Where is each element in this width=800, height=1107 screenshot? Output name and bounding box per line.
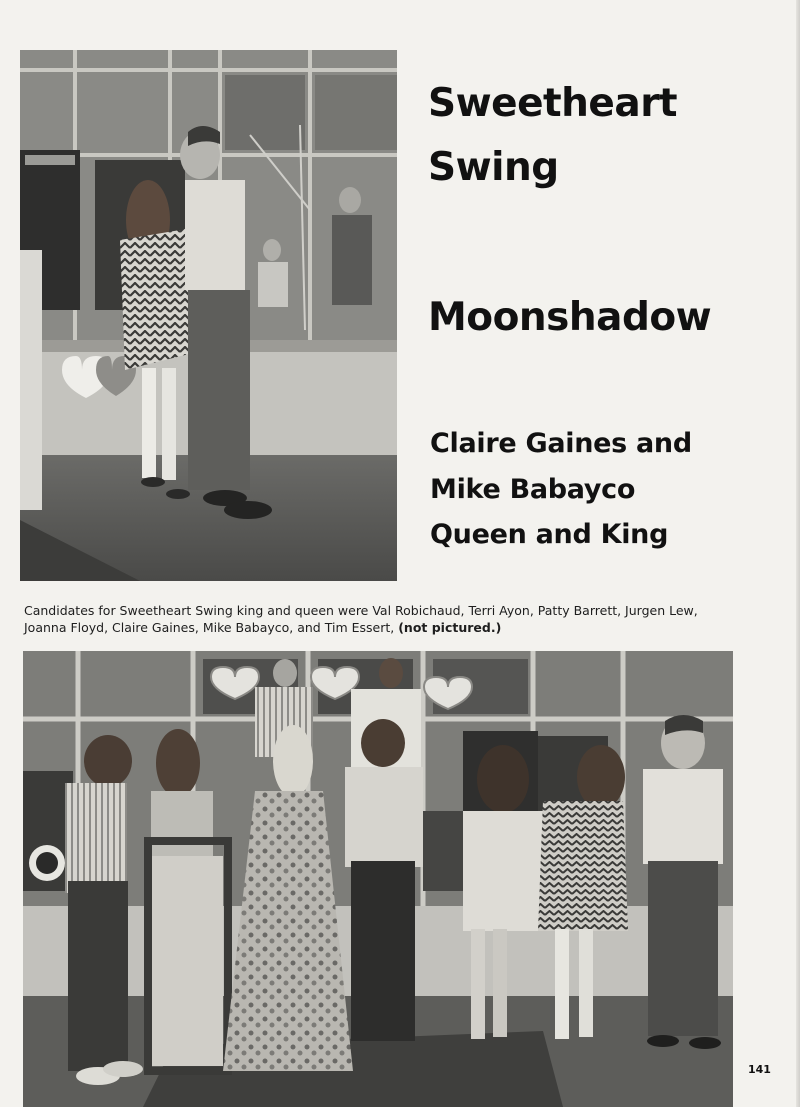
dancing-couple-photo — [20, 50, 397, 581]
photo-caption — [24, 602, 744, 636]
page-edge — [796, 0, 800, 1107]
caption-emphasis: (not pictured.) — [398, 620, 502, 635]
event-title-line-2: Swing — [428, 145, 559, 190]
royalty-line-3: Queen and King — [430, 519, 669, 550]
royalty-line-2: Mike Babayco — [430, 474, 636, 505]
candidates-photo-art — [23, 651, 733, 1107]
page-number: 141 — [748, 1063, 771, 1076]
event-title-line-1: Sweetheart — [428, 81, 678, 126]
event-theme: Moonshadow — [428, 295, 712, 340]
royalty-line-1: Claire Gaines and — [430, 428, 692, 459]
candidates-photo — [23, 651, 733, 1107]
caption-text: Candidates for Sweetheart Swing king and queen were Val Robichaud, Terri Ayon, Patty Barrett, Jurgen Lew, Joanna Floyd, Claire Gaines, Mike Babayco, and Tim Essert, — [24, 603, 698, 635]
dancing-couple-photo-art — [20, 50, 397, 581]
